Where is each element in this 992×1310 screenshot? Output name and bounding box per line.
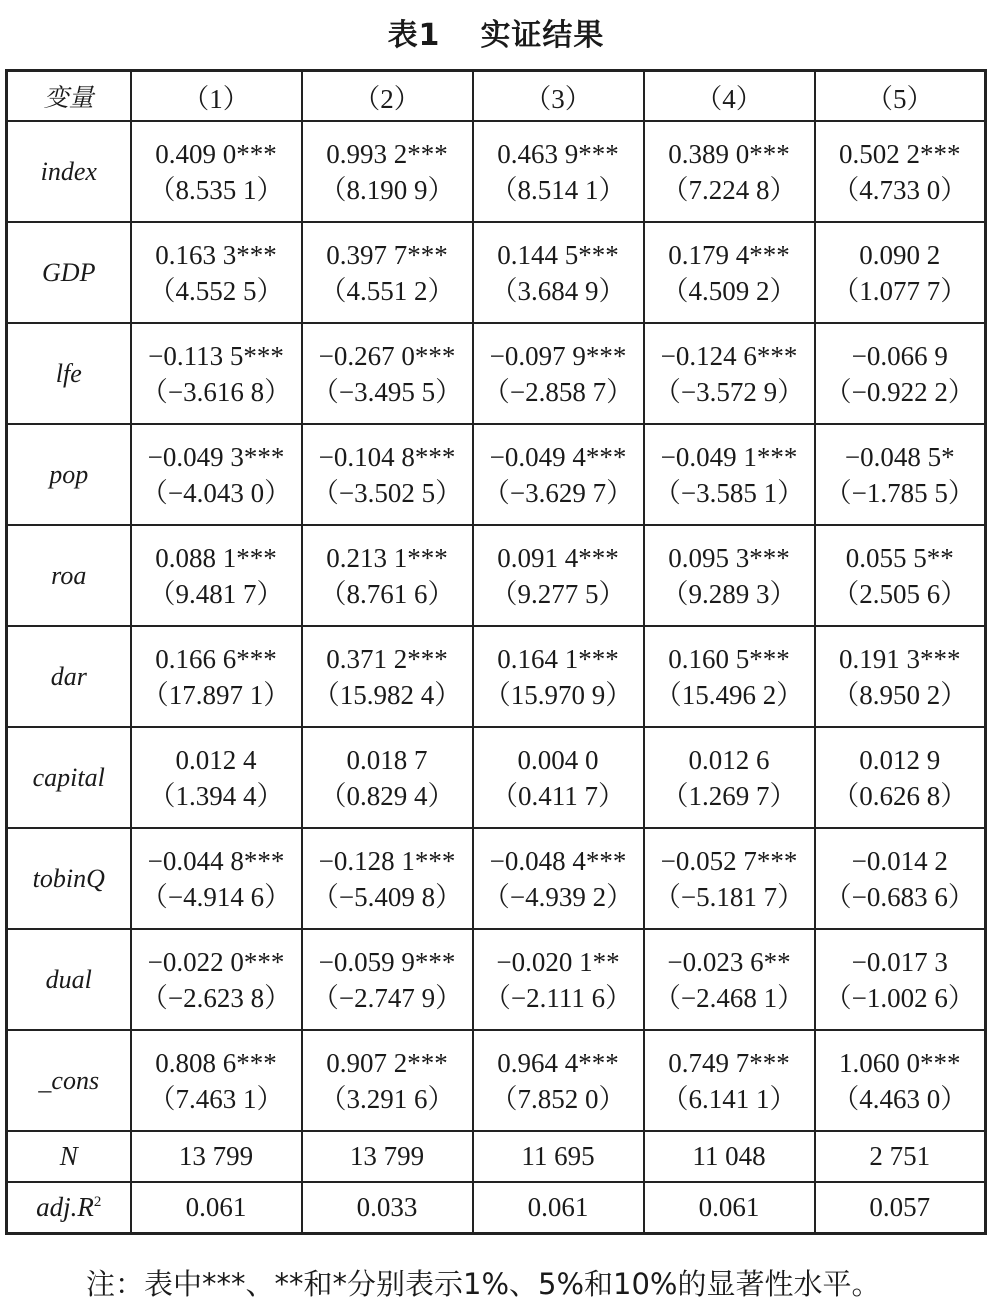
variable-name: dual	[7, 929, 131, 1030]
t-statistic: （4.551 2）	[319, 275, 455, 306]
t-statistic: （8.761 6）	[319, 578, 455, 609]
header-col-4: （4）	[644, 71, 815, 122]
t-statistic: （−2.747 9）	[311, 982, 463, 1013]
table-row	[7, 222, 986, 323]
coefficient: −0.128 1***	[318, 845, 456, 876]
t-statistic: （9.277 5）	[490, 578, 626, 609]
coefficient: −0.052 7***	[660, 845, 798, 876]
estimate-cell	[644, 626, 815, 727]
coefficient: 0.993 2***	[326, 138, 448, 169]
t-statistic: （−5.181 7）	[653, 881, 805, 912]
t-statistic: （1.394 4）	[148, 780, 284, 811]
table-row	[7, 727, 986, 828]
coefficient: 0.409 0***	[155, 138, 277, 169]
coefficient: 0.164 1***	[497, 643, 619, 674]
estimate-cell	[473, 121, 644, 222]
t-statistic: （4.552 5）	[148, 275, 284, 306]
variable-name: GDP	[7, 222, 131, 323]
coefficient: −0.048 4***	[489, 845, 627, 876]
estimate-cell	[473, 626, 644, 727]
coefficient: −0.023 6**	[667, 946, 791, 977]
t-statistic: （−2.858 7）	[482, 376, 634, 407]
variable-name: capital	[7, 727, 131, 828]
estimate-cell	[302, 929, 473, 1030]
coefficient: −0.097 9***	[489, 340, 627, 371]
coefficient: 0.808 6***	[155, 1047, 277, 1078]
t-statistic: （−4.043 0）	[140, 477, 292, 508]
estimate-cell	[473, 1030, 644, 1131]
t-statistic: （−3.616 8）	[140, 376, 292, 407]
coefficient: 0.964 4***	[497, 1047, 619, 1078]
estimate-cell	[815, 121, 986, 222]
estimate-cell	[473, 828, 644, 929]
coefficient: 0.012 4	[175, 744, 257, 775]
table-row	[7, 828, 986, 929]
coefficient: −0.113 5***	[148, 340, 284, 371]
coefficient: 0.144 5***	[497, 239, 619, 270]
estimate-cell	[644, 222, 815, 323]
table-title	[0, 10, 992, 54]
estimate-cell	[302, 222, 473, 323]
estimate-cell	[473, 929, 644, 1030]
estimate-cell	[131, 121, 302, 222]
t-statistic: （0.411 7）	[491, 780, 625, 811]
table-row	[7, 121, 986, 222]
t-statistic: （7.224 8）	[661, 174, 797, 205]
coefficient: −0.104 8***	[318, 441, 456, 472]
t-statistic: （8.514 1）	[490, 174, 626, 205]
coefficient: −0.020 1**	[496, 946, 620, 977]
t-statistic: （−3.572 9）	[653, 376, 805, 407]
coefficient: 0.389 0***	[668, 138, 790, 169]
table-row	[7, 323, 986, 424]
coefficient: 0.095 3***	[668, 542, 790, 573]
estimate-cell	[131, 828, 302, 929]
coefficient: 0.397 7***	[326, 239, 448, 270]
t-statistic: （8.950 2）	[832, 679, 968, 710]
coefficient: 0.012 6	[688, 744, 770, 775]
t-statistic: （4.733 0）	[832, 174, 968, 205]
t-statistic: （−0.683 6）	[824, 881, 975, 912]
t-statistic: （−4.914 6）	[140, 881, 292, 912]
estimate-cell	[302, 525, 473, 626]
estimate-cell	[644, 727, 815, 828]
stat-value: 0.033	[302, 1182, 473, 1234]
header-row	[7, 71, 986, 122]
variable-name: roa	[7, 525, 131, 626]
estimate-cell	[131, 525, 302, 626]
coefficient: −0.014 2	[851, 845, 948, 876]
t-statistic: （−3.495 5）	[311, 376, 463, 407]
t-statistic: （−3.502 5）	[311, 477, 463, 508]
header-col-5: （5）	[815, 71, 986, 122]
coefficient: 0.004 0	[517, 744, 599, 775]
header-col-3: （3）	[473, 71, 644, 122]
t-statistic: （8.190 9）	[319, 174, 455, 205]
coefficient: 0.463 9***	[497, 138, 619, 169]
estimate-cell	[131, 1030, 302, 1131]
t-statistic: （1.077 7）	[832, 275, 968, 306]
coefficient: 0.090 2	[859, 239, 941, 270]
coefficient: −0.124 6***	[660, 340, 798, 371]
t-statistic: （−2.468 1）	[653, 982, 805, 1013]
estimate-cell	[644, 323, 815, 424]
t-statistic: （1.269 7）	[661, 780, 797, 811]
stat-name	[7, 1182, 131, 1234]
t-statistic: （0.626 8）	[832, 780, 968, 811]
estimate-cell	[302, 424, 473, 525]
stat-label: N	[59, 1141, 78, 1171]
t-statistic: （2.505 6）	[832, 578, 968, 609]
estimate-cell	[131, 222, 302, 323]
variable-name: lfe	[7, 323, 131, 424]
stat-value: 13 799	[131, 1131, 302, 1182]
estimate-cell	[815, 222, 986, 323]
t-statistic: （−2.111 6）	[483, 982, 633, 1013]
table-row	[7, 929, 986, 1030]
coefficient: 0.502 2***	[839, 138, 961, 169]
t-statistic: （15.496 2）	[654, 679, 804, 710]
header-col-1: （1）	[131, 71, 302, 122]
estimate-cell	[302, 323, 473, 424]
coefficient: 0.018 7	[346, 744, 428, 775]
estimate-cell	[302, 626, 473, 727]
variable-name: dar	[7, 626, 131, 727]
estimate-cell	[131, 323, 302, 424]
coefficient: −0.049 1***	[660, 441, 798, 472]
table-caption: 实证结果	[480, 18, 605, 53]
coefficient: 0.055 5**	[845, 542, 954, 573]
coefficient: 1.060 0***	[839, 1047, 961, 1078]
t-statistic: （4.463 0）	[832, 1083, 968, 1114]
coefficient: 0.749 7***	[668, 1047, 790, 1078]
stat-row	[7, 1182, 986, 1234]
t-statistic: （3.684 9）	[490, 275, 626, 306]
variable-name: _cons	[7, 1030, 131, 1131]
stat-value: 0.061	[473, 1182, 644, 1234]
t-statistic: （17.897 1）	[141, 679, 291, 710]
estimate-cell	[644, 1030, 815, 1131]
table-row	[7, 1030, 986, 1131]
estimate-cell	[131, 929, 302, 1030]
header-col-2: （2）	[302, 71, 473, 122]
coefficient: 0.907 2***	[326, 1047, 448, 1078]
stat-value: 0.061	[131, 1182, 302, 1234]
t-statistic: （−1.785 5）	[824, 477, 975, 508]
table-note: 注：表中***、**和*分别表示1%、5%和10%的显著性水平。	[86, 1267, 881, 1301]
t-statistic: （8.535 1）	[148, 174, 284, 205]
coefficient: 0.091 4***	[497, 542, 619, 573]
coefficient: −0.022 0***	[147, 946, 285, 977]
stat-value: 2 751	[815, 1131, 986, 1182]
estimate-cell	[815, 525, 986, 626]
estimate-cell	[644, 525, 815, 626]
t-statistic: （−2.623 8）	[140, 982, 292, 1013]
estimate-cell	[473, 222, 644, 323]
coefficient: 0.191 3***	[839, 643, 961, 674]
estimate-cell	[302, 727, 473, 828]
table-row	[7, 525, 986, 626]
stat-value: 11 048	[644, 1131, 815, 1182]
stat-row	[7, 1131, 986, 1182]
t-statistic: （−3.629 7）	[482, 477, 634, 508]
estimate-cell	[473, 424, 644, 525]
t-statistic: （4.509 2）	[661, 275, 797, 306]
variable-name: index	[7, 121, 131, 222]
t-statistic: （15.970 9）	[483, 679, 633, 710]
coefficient: −0.044 8***	[147, 845, 285, 876]
estimate-cell	[644, 121, 815, 222]
stat-value: 0.057	[815, 1182, 986, 1234]
t-statistic: （9.481 7）	[148, 578, 284, 609]
results-table	[5, 69, 987, 1235]
table-row	[7, 424, 986, 525]
coefficient: 0.088 1***	[155, 542, 277, 573]
coefficient: −0.267 0***	[318, 340, 456, 371]
coefficient: 0.160 5***	[668, 643, 790, 674]
table-row	[7, 626, 986, 727]
coefficient: −0.059 9***	[318, 946, 456, 977]
variable-name: pop	[7, 424, 131, 525]
t-statistic: （−1.002 6）	[824, 982, 975, 1013]
estimate-cell	[131, 424, 302, 525]
estimate-cell	[815, 1030, 986, 1131]
t-statistic: （0.829 4）	[319, 780, 455, 811]
variable-name: tobinQ	[7, 828, 131, 929]
estimate-cell	[473, 323, 644, 424]
t-statistic: （6.141 1）	[661, 1083, 797, 1114]
t-statistic: （7.852 0）	[490, 1083, 626, 1114]
estimate-cell	[473, 525, 644, 626]
coefficient: −0.049 3***	[147, 441, 285, 472]
coefficient: −0.048 5*	[844, 441, 955, 472]
estimate-cell	[131, 727, 302, 828]
estimate-cell	[302, 1030, 473, 1131]
t-statistic: （3.291 6）	[319, 1083, 455, 1114]
estimate-cell	[815, 626, 986, 727]
estimate-cell	[815, 828, 986, 929]
stat-label: adj.R	[36, 1192, 94, 1222]
t-statistic: （−5.409 8）	[311, 881, 463, 912]
estimate-cell	[815, 727, 986, 828]
estimate-cell	[644, 929, 815, 1030]
t-statistic: （9.289 3）	[661, 578, 797, 609]
estimate-cell	[815, 424, 986, 525]
estimate-cell	[644, 424, 815, 525]
estimate-cell	[815, 929, 986, 1030]
t-statistic: （7.463 1）	[148, 1083, 284, 1114]
stat-value: 11 695	[473, 1131, 644, 1182]
coefficient: −0.017 3	[851, 946, 948, 977]
coefficient: 0.371 2***	[326, 643, 448, 674]
coefficient: −0.049 4***	[489, 441, 627, 472]
table-number: 表1	[387, 18, 441, 53]
estimate-cell	[473, 727, 644, 828]
coefficient: 0.163 3***	[155, 239, 277, 270]
stat-value: 13 799	[302, 1131, 473, 1182]
estimate-cell	[302, 121, 473, 222]
coefficient: 0.179 4***	[668, 239, 790, 270]
estimate-cell	[815, 323, 986, 424]
estimate-cell	[302, 828, 473, 929]
t-statistic: （−4.939 2）	[482, 881, 634, 912]
stat-value: 0.061	[644, 1182, 815, 1234]
header-variable-label: 变量	[7, 71, 131, 122]
t-statistic: （−3.585 1）	[653, 477, 805, 508]
t-statistic: （−0.922 2）	[824, 376, 975, 407]
estimate-cell	[131, 626, 302, 727]
coefficient: 0.166 6***	[155, 643, 277, 674]
estimate-cell	[644, 828, 815, 929]
stat-superscript: 2	[93, 1194, 102, 1210]
coefficient: 0.012 9	[859, 744, 941, 775]
coefficient: −0.066 9	[851, 340, 948, 371]
t-statistic: （15.982 4）	[312, 679, 462, 710]
coefficient: 0.213 1***	[326, 542, 448, 573]
stat-name	[7, 1131, 131, 1182]
